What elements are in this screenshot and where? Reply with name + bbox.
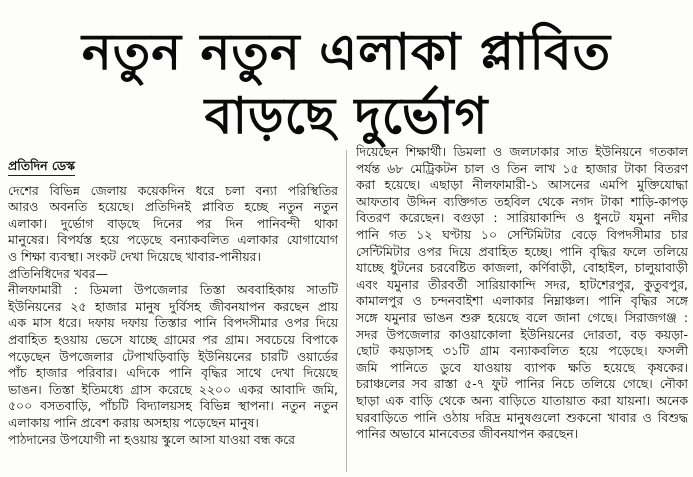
text-line: যাচ্ছে ধুটনের চরবেষ্টিত কাজলা, কর্ণিবাড়ী, বোহাইল, চালুয়াবাড়ী <box>356 260 688 276</box>
right-column-text <box>356 144 688 443</box>
text-line: সেন্টিমিটার ওপর দিয়ে প্রবাহিত হচ্ছে। পানি বৃদ্ধির ফলে তলিয়ে <box>356 243 688 259</box>
text-line: বিতরণ করেছেন। বগুড়া : সারিয়াকান্দি ও ধুনটে যমুনা নদীর <box>356 210 688 226</box>
headline-line-2: বাড়ছে দুর্ভোগ <box>204 87 489 145</box>
left-column-text <box>8 183 338 449</box>
text-line: আরও অবনতি হয়েছে। প্রতিদিনই প্লাবিত হচ্ছে নতুন নতুন <box>8 199 338 215</box>
article-column-left <box>8 158 338 473</box>
byline: প্রতিদিন ডেস্ক <box>8 158 75 176</box>
text-line: নীলফামারী : ডিমলা উপজেলার তিস্তা অববাহিকায় সাতটি <box>8 282 338 298</box>
text-line: ৫০০ বসতবাড়ি, পাঁচটি বিদ্যালয়সহ বিভিন্ন স্থাপনা। নতুন নতুন <box>8 398 338 414</box>
text-line: আফতাব উদ্দিন ব্যক্তিগত তহবিল থেকে নগদ টাকা শাড়ি-কাপড় <box>356 193 688 209</box>
text-line: এলাকায় পানি প্রবেশ করায় অসহায় পড়েছেন মানুষ। <box>8 414 259 430</box>
text-line: কামালপুর ও চন্দনবাইশা এলাকার নিম্নাঞ্চল। পানি বৃদ্ধির সঙ্গে <box>356 293 688 309</box>
text-line: প্রবাহিত হওয়ায় ভেসে যাচ্ছে গ্রামের পর গ্রাম। সবচেয়ে বিপাকে <box>8 331 338 347</box>
text-line: সঙ্গে যমুনার ভাঙন শুরু হয়েছে বলে জানা গেছে। সিরাজগঞ্জ : <box>356 309 688 325</box>
text-line: পড়েছেন উপজেলার টেপাখড়িবাড়ি ইউনিয়নের চারটি ওয়ার্ডের <box>8 348 338 364</box>
text-line: দেশের বিভিন্ন জেলায় কয়েকদিন ধরে চলা বন্যা পরিস্থিতির <box>8 182 338 198</box>
text-line: সদর উপজেলার কাওয়াকোলা ইউনিয়নের দোরতা, বড় কয়ড়া- <box>356 326 688 342</box>
text-line: ঘরবাড়িতে পানি ওঠায় দরিদ্র মানুষগুলো শুকনো খাবার ও বিশুদ্ধ <box>356 409 688 425</box>
text-line: এক মাস ধরে। দফায় দফায় তিস্তার পানি বিপদসীমার ওপর দিয়ে <box>8 315 338 331</box>
column-divider <box>346 150 347 472</box>
text-line: পানি গত ১২ ঘণ্টায় ১০ সেন্টিমিটার বেড়ে বিপদসীমার চার <box>356 226 688 242</box>
text-line: প্রতিনিধিদের খবর— <box>8 265 109 281</box>
text-line: এবং যমুনার তীরবর্তী সারিয়াকান্দি সদর, হাটশেরপুর, কুতুবপুর, <box>356 276 688 292</box>
text-line: এলাকা। দুর্ভোগ বাড়ছে দিনের পর দিন পানিবন্দী থাকা <box>8 215 338 231</box>
text-line: দিয়েছেন শিক্ষার্থী। ডিমলা ও জলঢাকার সাত ইউনিয়নে গতকাল <box>356 144 688 159</box>
text-line: পানির অভাবে মানবেতর জীবনযাপন করছেন। <box>356 426 579 442</box>
text-line: ইউনিয়নের ২৫ হাজার মানুষ দুর্বিসহ জীবনযাপন করছেন প্রায় <box>8 298 338 314</box>
article-column-right <box>356 144 688 474</box>
text-line: করা হয়েছে। এছাড়া নীলফামারী-১ আসনের এমপি মুক্তিযোদ্ধা <box>356 177 688 193</box>
text-line: ছোট কয়ড়াসহ ৩১টি গ্রাম বন্যাকবলিত হয়ে পড়েছে। ফসলী <box>356 343 688 359</box>
text-line: জমি পানিতে ডুবে যাওয়ায় ব্যাপক ক্ষতি হয়েছে কৃষকের। <box>356 359 688 375</box>
text-line: চরাঞ্চলের সব রাস্তা ৫-৭ ফুট পানির নিচে তলিয়ে গেছে। নৌকা <box>356 376 688 392</box>
text-line: ভাঙন। তিস্তা ইতিমধ্যে গ্রাস করেছে ২২০০ একর আবাদি জমি, <box>8 381 338 397</box>
text-line: পাঠদানের উপযোগী না হওয়ায় স্কুলে আসা যাওয়া বন্ধ করে <box>8 431 295 447</box>
text-line: ও শিক্ষা ব্যবস্থা। সংকট দেখা দিয়েছে খাবার-পানীয়র। <box>8 248 261 264</box>
headline-line-1: নতুন নতুন এলাকা প্লাবিত <box>81 23 612 81</box>
text-line: ছাড়া এক বাড়ি থেকে অন্য বাড়িতে যাতায়াত করা যায়না। অনেক <box>356 392 688 408</box>
text-line: পর্যন্ত ৬৮ মেট্রিকটন চাল ও তিন লাখ ১৫ হাজার টাকা বিতরণ <box>356 160 688 176</box>
text-line: পাঁচ হাজার পরিবার। এদিকে পানি বৃদ্ধির সাথে দেখা দিয়েছে <box>8 365 338 381</box>
text-line: মানুষের। বিপর্যস্ত হয়ে পড়েছে বন্যাকবলিত এলাকার যোগাযোগ <box>8 232 338 248</box>
